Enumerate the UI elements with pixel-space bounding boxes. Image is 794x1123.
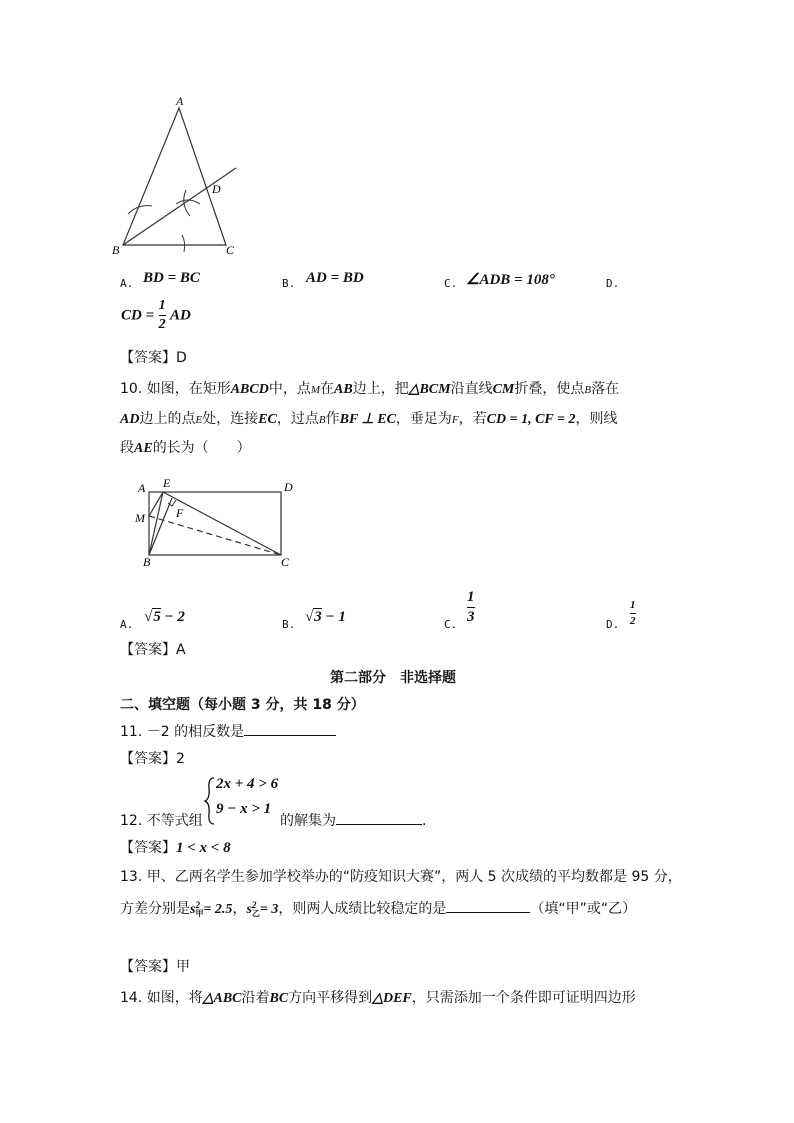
q10-option-d-letter: D. <box>606 618 620 631</box>
label-c: C <box>226 243 235 257</box>
answer-math: 1 < x < 8 <box>176 840 231 856</box>
text: ， <box>232 901 247 917</box>
q10-answer: 【答案】A <box>120 642 186 658</box>
text: 沿着 <box>241 990 270 1006</box>
question-number: 10. <box>120 381 143 397</box>
text: 中，点 <box>268 381 311 397</box>
q9-option-b: AD = BD <box>306 270 364 286</box>
label-c: C <box>281 555 290 568</box>
label-d: D <box>212 182 221 196</box>
text: . <box>422 813 427 829</box>
denominator: 2 <box>630 615 636 627</box>
label-a: A <box>138 481 146 495</box>
math: EC <box>258 412 277 427</box>
text: 沿直线 <box>450 381 493 397</box>
math: AE <box>134 441 153 456</box>
q10-option-a-letter: A. <box>120 618 134 631</box>
q11-answer: 【答案】2 <box>120 751 185 767</box>
q13-line2 <box>120 898 636 918</box>
math: s <box>246 902 252 917</box>
q10-line3 <box>120 437 251 457</box>
superscript: 2 <box>251 900 257 911</box>
text: ，只需添加一个条件即可证明四边形 <box>411 990 636 1006</box>
math: s <box>190 902 196 917</box>
text: 在 <box>320 381 335 397</box>
text: 落在 <box>591 381 620 397</box>
text: 的解集为 <box>280 813 336 829</box>
math: AB <box>334 382 353 397</box>
radicand: 3 <box>314 609 322 625</box>
math: M <box>310 384 321 396</box>
q9-option-a-letter: A. <box>120 277 134 290</box>
text: 的长为（ ） <box>152 440 251 456</box>
text: 边上，把 <box>352 381 409 397</box>
label-b: B <box>143 555 151 568</box>
arc-mark <box>128 206 152 214</box>
q13-answer: 【答案】甲 <box>120 959 190 975</box>
segment-mc-dashed <box>149 516 281 555</box>
text: 折叠，使点 <box>514 381 585 397</box>
q9-option-a: BD = BC <box>143 270 200 286</box>
label-a: A <box>176 94 184 108</box>
text: 作 <box>325 411 340 427</box>
math: CD = 1, CF = 2 <box>486 412 576 427</box>
section-heading: 二、填空题（每小题 3 分，共 18 分） <box>120 697 365 713</box>
superscript: 2 <box>195 900 200 911</box>
answer-blank[interactable] <box>244 721 336 736</box>
arc-mark <box>182 235 185 252</box>
label-m: M <box>135 511 145 525</box>
text: 方向平移得到 <box>288 990 373 1006</box>
segment-be <box>149 492 163 555</box>
math: E <box>195 414 203 426</box>
numerator: 1 <box>467 589 475 605</box>
q12-inequality-2: 9 − x > 1 <box>216 801 272 817</box>
question-text: 11. －2 的相反数是 <box>120 724 245 740</box>
text: 处，连接 <box>202 411 259 427</box>
q9-d-rhs: AD <box>170 307 191 324</box>
q12-inequality-1: 2x + 4 > 6 <box>216 776 279 792</box>
q9-d-lhs: CD = <box>121 307 155 324</box>
answer-blank[interactable] <box>336 810 422 825</box>
subscript: 甲 <box>195 909 204 919</box>
text: ，过点 <box>276 411 319 427</box>
q9-option-d-letter: D. <box>606 277 620 290</box>
q9-option-c: ∠ADB = 108° <box>466 272 555 288</box>
q9-option-b-letter: B. <box>282 277 296 290</box>
radicand: 5 <box>153 609 161 625</box>
math: B <box>318 414 326 426</box>
q12-suffix-line <box>280 810 426 830</box>
q9-answer: 【答案】D <box>120 350 187 366</box>
rectangle-abcd <box>149 492 281 555</box>
math: AD <box>120 412 140 427</box>
text: ，则两人成绩比较稳定的是 <box>278 901 447 917</box>
label-d: D <box>284 480 293 494</box>
text: ，则线 <box>575 411 618 427</box>
q10-figure <box>130 476 305 568</box>
math: − 2 <box>160 609 185 625</box>
q10-option-b: √3 − 1 <box>305 609 346 625</box>
text: 如图，在矩形 <box>146 381 231 397</box>
fraction <box>159 299 166 332</box>
text: 边上的点 <box>139 411 196 427</box>
math: CM <box>492 382 515 397</box>
q9-option-c-letter: C. <box>444 277 458 290</box>
q9-figure <box>110 92 250 262</box>
math: B <box>584 384 592 396</box>
q10-option-b-letter: B. <box>282 618 296 631</box>
q12-prefix: 12. 不等式组 <box>120 813 203 829</box>
answer-label: 【答案】 <box>120 840 176 856</box>
text: ，若 <box>458 411 487 427</box>
text: 方差分别是 <box>120 901 190 917</box>
math: ABCD <box>230 382 269 397</box>
variance-1 <box>190 902 232 917</box>
denominator: 2 <box>158 317 166 332</box>
text: 14. 如图，将 <box>120 990 203 1006</box>
q9-option-d <box>121 299 191 332</box>
math: = 2.5 <box>203 902 233 917</box>
text: 段 <box>120 440 134 456</box>
math: − 1 <box>321 609 346 625</box>
q10-line1 <box>120 378 619 398</box>
segment-ec <box>163 492 281 555</box>
denominator: 3 <box>467 609 475 625</box>
triangle-abc <box>123 108 226 245</box>
q13-line1: 13. 甲、乙两名学生参加学校举办的“防疫知识大赛”，两人 5 次成绩的平均数都是 95 分， <box>120 869 682 885</box>
q10-option-c-letter: C. <box>444 618 458 631</box>
q12-answer <box>120 837 231 857</box>
math: △ABC <box>202 991 242 1006</box>
q10-option-a: √5 − 2 <box>144 609 185 625</box>
segment-bf <box>149 498 172 555</box>
q10-option-d <box>630 600 636 627</box>
math: = 3 <box>259 902 279 917</box>
numerator: 1 <box>630 599 636 611</box>
text: ，垂足为 <box>395 411 452 427</box>
answer-blank[interactable] <box>446 898 530 913</box>
q10-line2 <box>120 408 617 428</box>
variance-2 <box>246 902 278 917</box>
q10-option-c <box>467 590 475 625</box>
subscript: 乙 <box>251 909 260 919</box>
part-title: 第二部分 非选择题 <box>330 670 456 686</box>
math: BC <box>269 991 289 1006</box>
math: BF ⊥ EC <box>339 412 396 427</box>
label-f: F <box>176 506 184 520</box>
numerator: 1 <box>158 298 166 313</box>
math: △DEF <box>372 991 412 1006</box>
q14-line1 <box>120 987 636 1007</box>
math: △BCM <box>408 382 451 397</box>
label-b: B <box>112 243 120 257</box>
text: （填“甲”或“乙） <box>530 901 637 917</box>
label-e: E <box>163 476 171 490</box>
q11-line <box>120 721 336 741</box>
brace-icon <box>204 776 216 826</box>
math: F <box>451 414 459 426</box>
